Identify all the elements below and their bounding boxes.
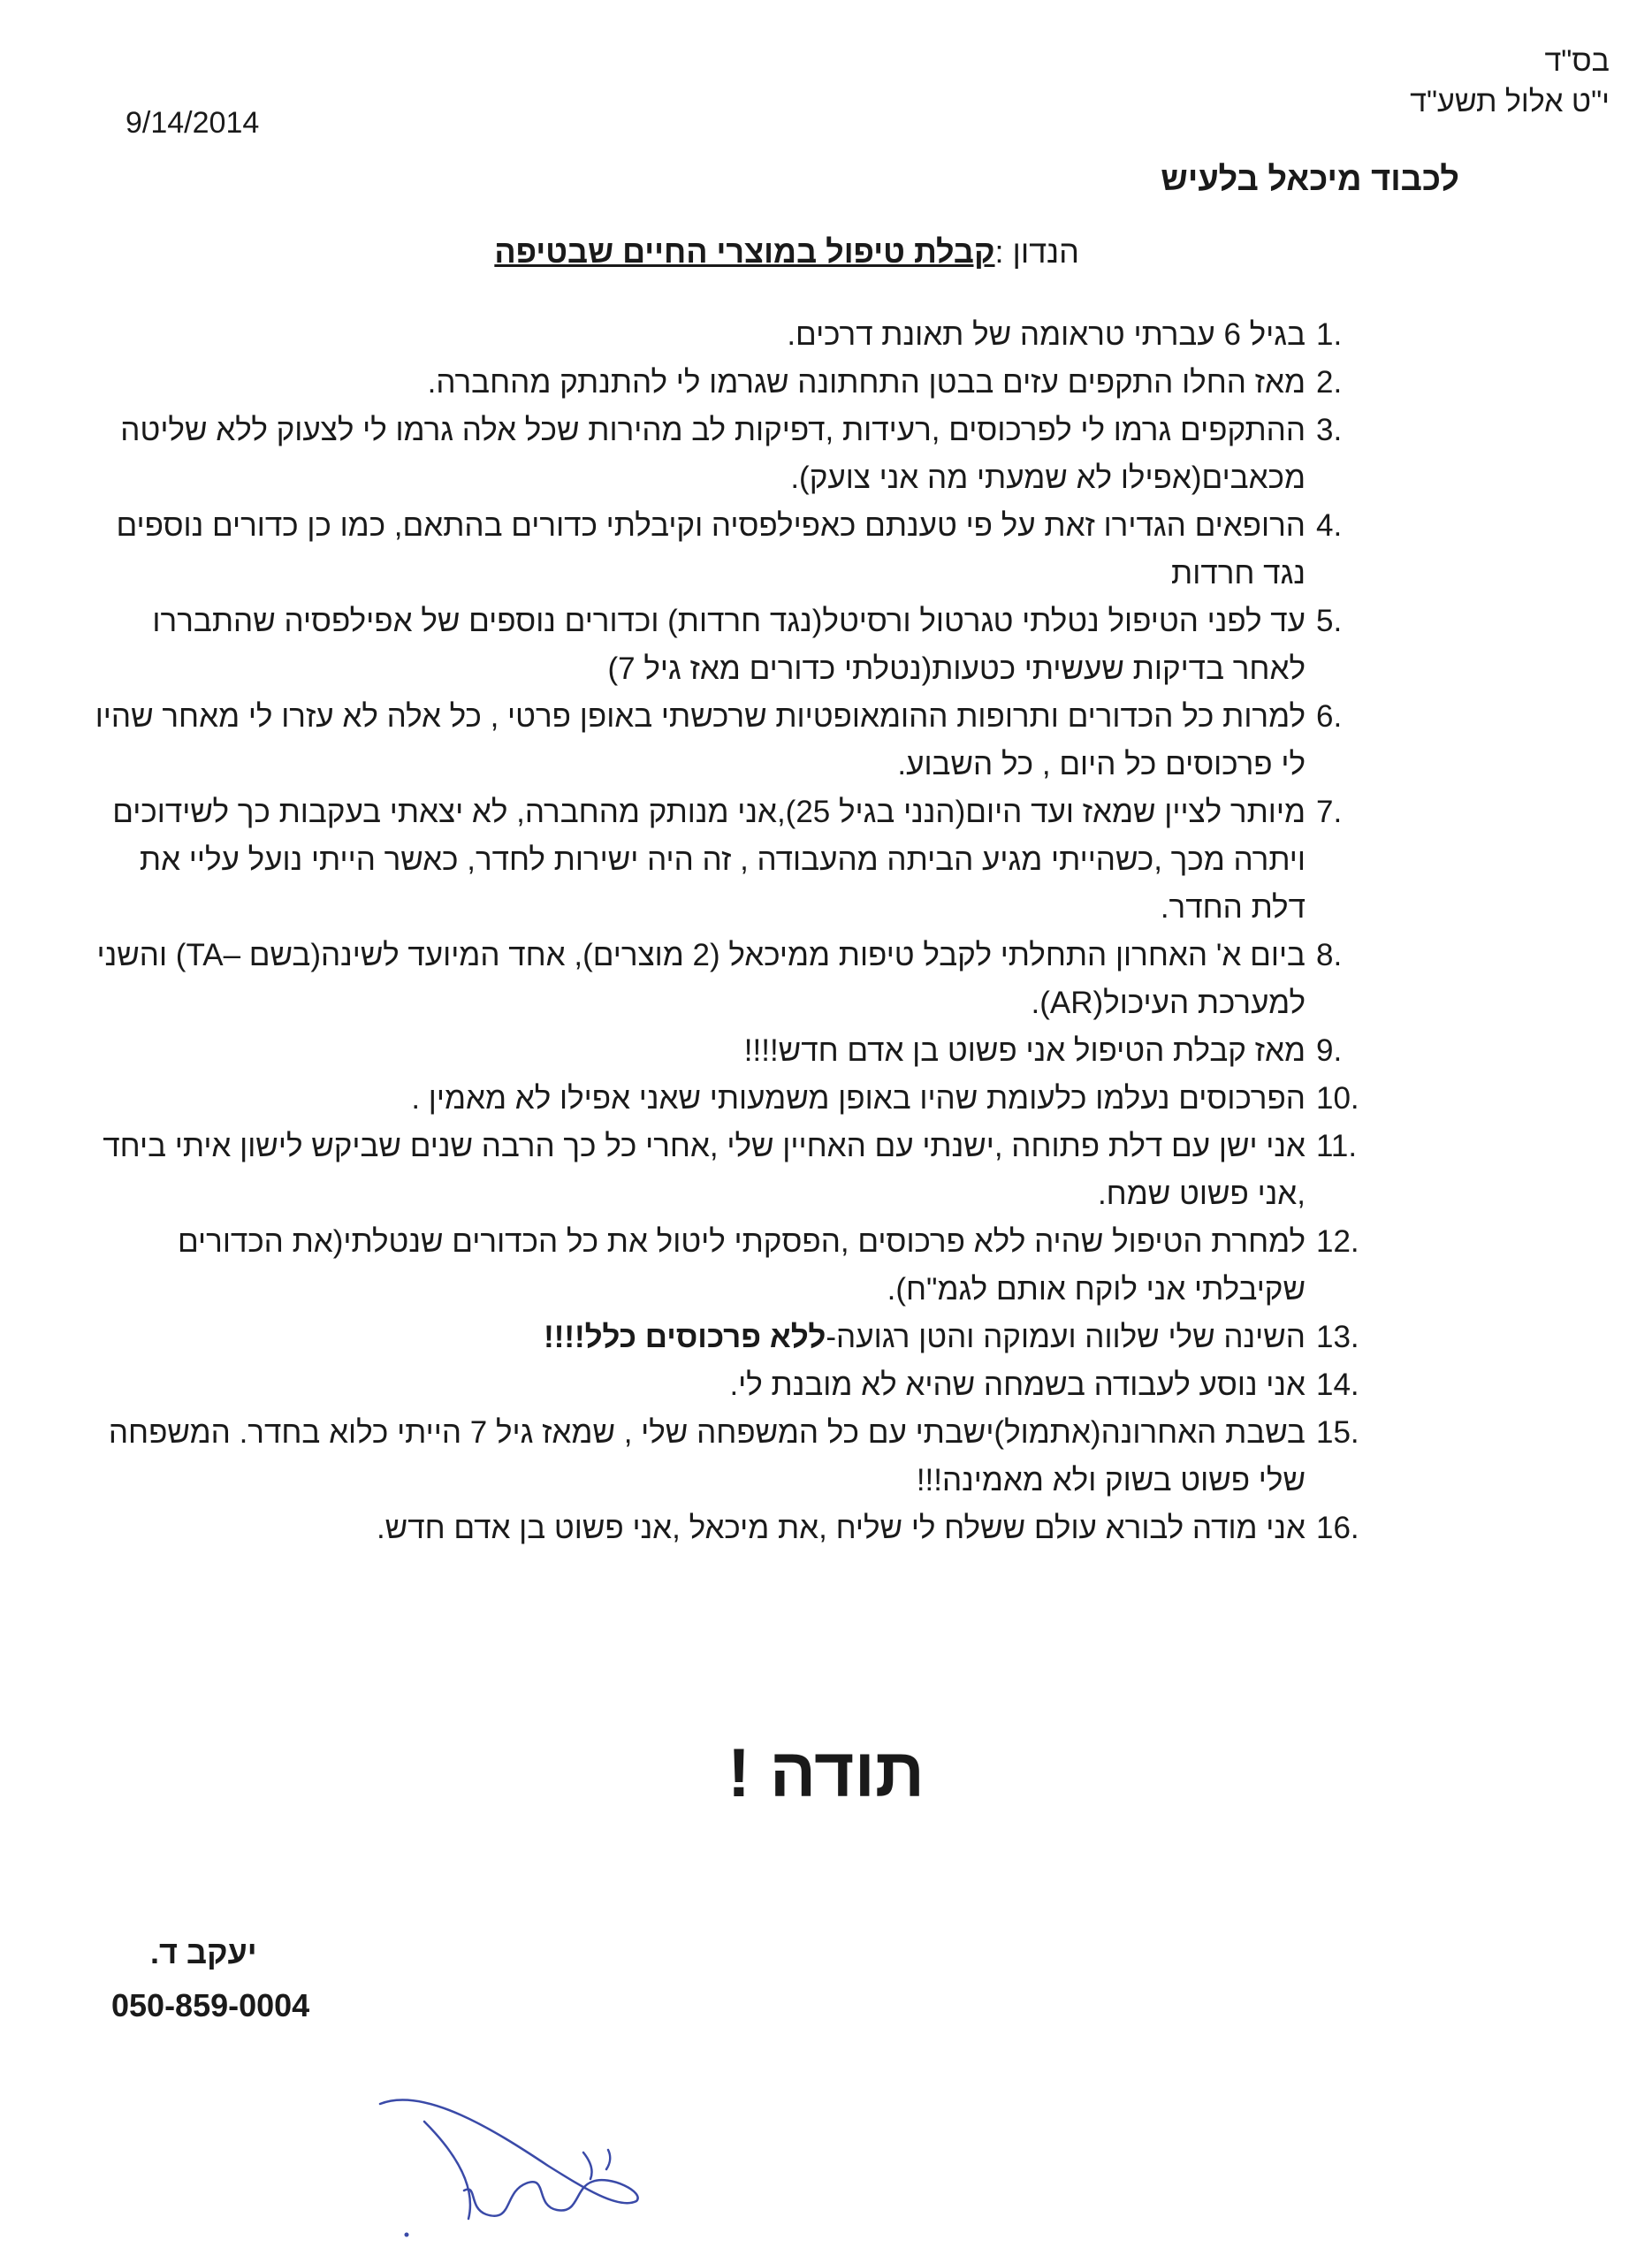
list-item-text-main: אני ישן עם דלת פתוחה ,ישנתי עם האחיין שלי ,אחרי כל כך הרבה שנים שביקש לישון איתי ביחד ,אני פשוט שמח. [103,1129,1306,1211]
list-item-text [86,1361,1306,1409]
list-item-text-main: אני מודה לבורא עולם ששלח לי שליח ,את מיכאל ,אני פשוט בן אדם חדש. [376,1511,1306,1545]
list-item-text-main: הפרכוסים נעלמו כלעומת שהיו באופן משמעותי שאני אפילו לא מאמין . [411,1081,1306,1116]
list-item-number: 2. [1316,365,1343,400]
list-item-text [86,693,1306,789]
subject-line [494,233,1079,270]
list-item-number: 9. [1316,1033,1343,1068]
list-item-number: 7. [1316,795,1343,829]
subject-label: הנדון : [994,233,1079,270]
list-item [86,1075,1394,1123]
list-item [86,1123,1394,1218]
list-item-text-main: למרות כל הכדורים ותרופות ההומאופטיות שרכשתי באופן פרטי , כל אלה לא עזרו לי מאחר שהיו לי פרכוסים כל היום , כל השבוע. [95,699,1306,781]
list-item [86,1218,1394,1314]
list-item-text [86,1314,1306,1361]
hebrew-date: י"ט אלול תשע"ד [1410,85,1610,118]
list-item-number: 4. [1316,508,1343,543]
list-item-number: 12. [1316,1224,1359,1259]
list-item-number: 14. [1316,1368,1359,1402]
list-item-text-main: מאז החלו התקפים עזים בבטן התחתונה שגרמו לי להתנתק מהחברה. [427,365,1306,400]
recipient-line: לכבוד מיכאל בלעיש [1161,161,1459,198]
list-item-text [86,1218,1306,1314]
list-item-number: 8. [1316,938,1343,972]
list-item-text [86,1123,1306,1218]
list-item-text-main: מאז קבלת הטיפול אני פשוט בן אדם חדש!!!! [743,1033,1306,1068]
list-item-text [86,311,1306,359]
list-item [86,1361,1394,1409]
list-item-number: 10. [1316,1081,1359,1116]
list-item [86,693,1394,789]
testimony-list [86,311,1394,1552]
signer-name: יעקב ד. [150,1934,257,1970]
list-item [86,1027,1394,1075]
gregorian-date: 9/14/2014 [126,106,260,140]
list-item-text-main: ההתקפים גרמו לי לפרכוסים ,רעידות ,דפיקות לב מהירות שכל אלה גרמו לי לצעוק ללא שליטה מכאבים(אפילו לא שמעתי מה אני צועק). [120,413,1306,495]
list-item-text-main: למחרת הטיפול שהיה ללא פרכוסים ,הפסקתי ליטול את כל הכדורים שנטלתי(את הכדורים שקיבלתי אני לוקח אותם לגמ"ח). [178,1224,1306,1307]
list-item-text-bold: ללא פרכוסים כלל!!!! [544,1320,826,1354]
list-item-text-main: עד לפני הטיפול נטלתי טגרטול ורסיטל(נגד חרדות) וכדורים נוספים של אפילפסיה שהתבררו לאחר בדיקות שעשיתי כטעות(נטלתי כדורים מאז גיל 7) [152,604,1306,686]
list-item [86,598,1394,693]
list-item-number: 5. [1316,604,1343,638]
list-item [86,789,1394,932]
bsd-mark: בס"ד [1544,44,1610,78]
handwritten-signature [371,2069,654,2245]
list-item-number: 6. [1316,699,1343,734]
list-item-number: 1. [1316,317,1343,352]
list-item-text [86,1027,1306,1075]
list-item [86,311,1394,359]
list-item-text-main: הרופאים הגדירו זאת על פי טענתם כאפילפסיה וקיבלתי כדורים בהתאם, כמו כן כדורים נוספים נגד חרדות [116,508,1306,591]
list-item-number: 3. [1316,413,1343,447]
list-item-text-main: מיותר לציין שמאז ועד היום(הנני בגיל 25),אני מנותק מהחברה, לא יצאתי בעקבות כך לשידוכים ויתרה מכך ,כשהייתי מגיע הביתה מהעבודה , זה היה ישירות לחדר, כאשר הייתי נועל עליי את דלת החדר. [112,795,1306,925]
list-item-number: 16. [1316,1511,1359,1545]
list-item-text [86,359,1306,407]
list-item [86,1505,1394,1552]
list-item-text [86,789,1306,932]
list-item-text-main: אני נוסע לעבודה בשמחה שהיא לא מובנת לי. [729,1368,1306,1402]
list-item-text-main: השינה שלי שלווה ועמוקה והטן רגועה- [826,1320,1306,1354]
list-item-text [86,502,1306,598]
list-item-number: 13. [1316,1320,1359,1354]
list-item-text [86,1075,1306,1123]
list-item [86,1409,1394,1505]
list-item-text [86,598,1306,693]
list-item-text [86,407,1306,502]
subject-value: קבלת טיפול במוצרי החיים שבטיפה [494,233,995,270]
list-item-number: 11. [1316,1129,1358,1163]
list-item-text [86,932,1306,1027]
list-item-number: 15. [1316,1415,1359,1450]
closing-thanks: תודה ! [727,1733,925,1811]
list-item-text [86,1409,1306,1505]
list-item [86,407,1394,502]
list-item [86,359,1394,407]
signature-stroke [380,2099,638,2219]
list-item-text-main: בגיל 6 עברתי טראומה של תאונת דרכים. [787,317,1306,352]
list-item [86,932,1394,1027]
list-item [86,502,1394,598]
list-item-text-main: בשבת האחרונה(אתמול)ישבתי עם כל המשפחה שלי , שמאז גיל 7 הייתי כלוא בחדר. המשפחה שלי פשוט בשוק ולא מאמינה!!! [108,1415,1306,1497]
list-item-text-main: ביום א' האחרון התחלתי לקבל טיפות ממיכאל (2 מוצרים), אחד המיועד לשינה(בשם –TA) והשני למערכת העיכול(AR). [96,938,1306,1020]
signer-phone: 050-859-0004 [111,1987,310,2023]
list-item [86,1314,1394,1361]
list-item-text [86,1505,1306,1552]
signature-dot [405,2233,409,2237]
